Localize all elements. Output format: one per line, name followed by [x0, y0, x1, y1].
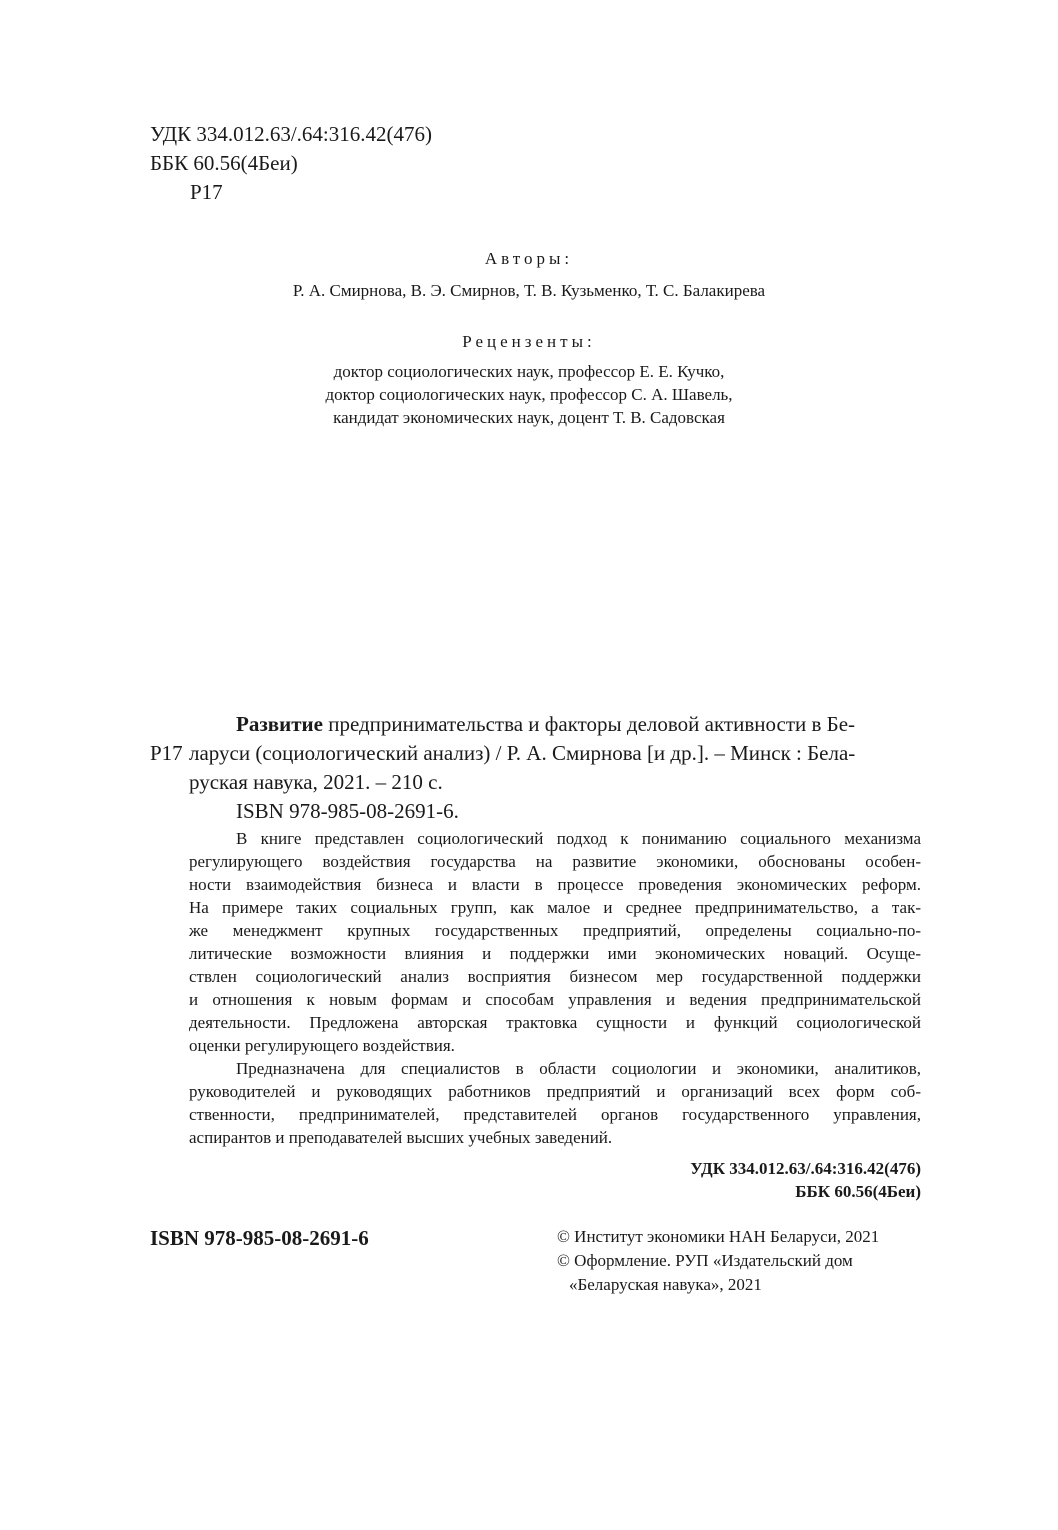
annotation-p2-line-3: ственности, предпринимателей, представителей органов государственного управления,: [189, 1105, 921, 1124]
annotation-p1-line-10: оценки регулирующего воздействия.: [189, 1036, 455, 1055]
annotation-p1-line-9: деятельности. Предложена авторская трактовка сущности и функций социологической: [189, 1013, 921, 1032]
copyright-line-2: © Оформление. РУП «Издательский дом: [557, 1251, 853, 1270]
authors-heading: Авторы:: [484, 249, 574, 268]
annotation-p2-line-1: Предназначена для специалистов в области социологии и экономики, аналитиков,: [236, 1059, 921, 1078]
footer-udk: УДК 334.012.63/.64:316.42(476): [690, 1159, 921, 1178]
annotation-p1-line-4: На примере таких социальных групп, как малое и среднее предпринимательство, а так-: [189, 898, 921, 917]
annotation-p1-line-8: и отношения к новым формам и способам управления и ведения предпринимательской: [189, 990, 921, 1009]
bib-line-3: руская навука, 2021. – 210 с.: [189, 770, 443, 794]
footer-codes: [690, 1157, 921, 1203]
reviewer-1: доктор социологических наук, профессор Е. Е. Кучко,: [333, 362, 725, 381]
reviewer-3: кандидат экономических наук, доцент Т. В. Садовская: [333, 408, 725, 427]
isbn-bold: ISBN 978-985-08-2691-6: [150, 1226, 369, 1250]
authors-names: Р. А. Смирнова, В. Э. Смирнов, Т. В. Кузьменко, Т. С. Балакирева: [292, 281, 766, 300]
reviewer-2: доктор социологических наук, профессор С. А. Шавель,: [325, 385, 733, 404]
copyright-block: [557, 1225, 879, 1297]
bbk-code: ББК 60.56(4Беи): [150, 151, 298, 175]
footer-bbk: ББК 60.56(4Беи): [795, 1182, 921, 1201]
bib-line-1-rest: предпринимательства и факторы деловой активности в Бе-: [322, 712, 856, 736]
bib-isbn: ISBN 978-985-08-2691-6.: [236, 799, 459, 823]
annotation-p1-line-6: литические возможности влияния и поддержки ими экономических новаций. Осуще-: [189, 944, 921, 963]
annotation-p1-line-3: ности взаимодействия бизнеса и власти в процессе проведения экономических реформ.: [189, 875, 921, 894]
bib-line-2: ларуси (социологический анализ) / Р. А. Смирнова [и др.]. – Минск : Бела-: [189, 741, 856, 765]
bib-line-1: [236, 710, 855, 739]
bib-title-bold: Развитие: [236, 712, 323, 736]
annotation-p2-line-2: руководителей и руководящих работников предприятий и организаций всех форм соб-: [189, 1082, 921, 1101]
annotation-p2-line-4: аспирантов и преподавателей высших учебных заведений.: [189, 1128, 613, 1147]
reviewers-heading: Рецензенты:: [462, 332, 596, 351]
copyright-line-1: © Институт экономики НАН Беларуси, 2021: [557, 1227, 880, 1246]
annotation-p1-line-2: регулирующего воздействия государства на развитие экономики, обоснованы особен-: [189, 852, 921, 871]
annotation-p1-line-7: ствлен социологический анализ восприятия бизнесом мер государственной поддержки: [189, 967, 921, 986]
copyright-line-3: «Беларуская навука», 2021: [569, 1275, 762, 1294]
author-mark-top: Р17: [190, 180, 223, 204]
udk-code: УДК 334.012.63/.64:316.42(476): [150, 122, 432, 146]
bib-mark: Р17: [150, 741, 183, 765]
annotation-p1-line-1: В книге представлен социологический подход к пониманию социального механизма: [236, 829, 921, 848]
annotation: [189, 827, 921, 1149]
annotation-p1-line-5: же менеджмент крупных государственных предприятий, определены социально-по-: [189, 921, 921, 940]
